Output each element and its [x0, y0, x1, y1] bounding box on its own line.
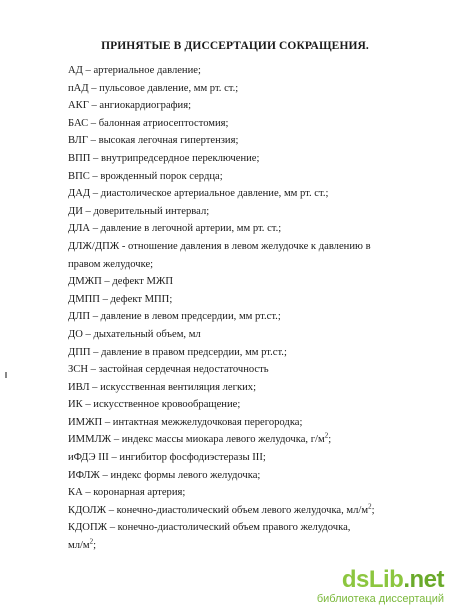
abbreviation-entry: [68, 185, 398, 203]
abbreviation-text: ВПС – врожденный порок сердца;: [68, 170, 223, 182]
abbreviation-text: ИМЖП – интактная межжелудочковая перегородка;: [68, 416, 303, 428]
abbreviation-list: [68, 62, 398, 555]
abbreviation-text: ИММЛЖ – индекс массы миокара левого желудочка, г/м: [68, 434, 325, 446]
abbreviation-text: ДИ – доверительный интервал;: [68, 205, 210, 217]
abbreviation-entry: [68, 344, 398, 362]
superscript: 2: [324, 431, 329, 440]
abbreviation-entry: [68, 132, 398, 150]
abbreviation-text: ДМЖП – дефект МЖП: [68, 276, 174, 288]
abbreviation-entry: [68, 537, 398, 555]
abbreviation-entry: [68, 467, 398, 485]
trailing-punctuation: ;: [93, 540, 97, 552]
abbreviation-text: ДАД – диастолическое артериальное давление, мм рт. ст.;: [68, 188, 329, 200]
abbreviation-entry: [68, 203, 398, 221]
abbreviation-entry: [68, 414, 398, 432]
abbreviation-entry: [68, 326, 398, 344]
abbreviation-entry: [68, 97, 398, 115]
abbreviation-text: ИФЛЖ – индекс формы левого желудочка;: [68, 469, 261, 481]
abbreviation-text: БАС – балонная атриосептостомия;: [68, 117, 229, 129]
abbreviation-text: АД – артериальное давление;: [68, 65, 201, 76]
abbreviation-entry: [68, 220, 398, 238]
abbreviation-text: АКГ – ангиокардиография;: [68, 100, 192, 112]
abbreviation-text: ДПП – давление в правом предсердии, мм рт.ст.;: [68, 346, 287, 358]
abbreviation-entry: [68, 80, 398, 98]
abbreviation-text: ВЛГ – высокая легочная гипертензия;: [68, 135, 239, 147]
abbreviation-entry: [68, 379, 398, 397]
page-title: ПРИНЯТЫЕ В ДИССЕРТАЦИИ СОКРАЩЕНИЯ.: [101, 40, 369, 52]
abbreviation-entry: [68, 519, 398, 537]
abbreviation-entry: [68, 396, 398, 414]
scan-speck: [5, 372, 7, 378]
watermark-subtitle: библиотека диссертаций: [316, 593, 444, 605]
abbreviation-text: ДЛА – давление в легочной артерии, мм рт. ст.;: [68, 223, 282, 235]
abbreviation-entry: [68, 431, 398, 449]
abbreviation-entry: [68, 62, 398, 80]
watermark-logo-net: .net: [403, 566, 444, 593]
abbreviation-entry: [68, 308, 398, 326]
abbreviation-text: ДО – дыхательный объем, мл: [68, 328, 201, 340]
abbreviation-text: мл/м: [68, 540, 90, 552]
abbreviation-entry: [68, 484, 398, 502]
abbreviation-text: ДЛП – давление в левом предсердии, мм рт.ст.;: [68, 311, 281, 323]
abbreviation-entry: [68, 168, 398, 186]
trailing-punctuation: ;: [328, 434, 332, 446]
abbreviation-entry: [68, 361, 398, 379]
abbreviation-text: иФДЭ III – ингибитор фосфодиэстеразы III;: [68, 452, 266, 464]
abbreviation-text: КА – коронарная артерия;: [68, 487, 186, 499]
abbreviation-entry: [68, 291, 398, 309]
trailing-punctuation: ;: [371, 504, 375, 516]
superscript: 2: [368, 502, 372, 511]
abbreviation-text: КДОЛЖ – конечно-диастолический объем левого желудочка, мл/м: [68, 504, 369, 516]
abbreviation-entry: [68, 502, 398, 520]
watermark-logo-ds: dsLib: [341, 566, 404, 593]
watermark: [317, 568, 444, 606]
watermark-logo: [317, 568, 444, 592]
abbreviation-text: ЗСН – застойная сердечная недостаточность: [68, 364, 269, 376]
abbreviation-text: пАД – пульсовое давление, мм рт. ст.;: [68, 82, 239, 94]
abbreviation-entry: [68, 273, 398, 291]
superscript: 2: [89, 537, 94, 546]
abbreviation-entry: [68, 449, 398, 467]
abbreviation-text: ИК – искусственное кровообращение;: [68, 399, 241, 411]
abbreviation-text: ДМПП – дефект МПП;: [68, 293, 173, 305]
abbreviation-text: ВПП – внутрипредсердное переключение;: [68, 152, 260, 164]
abbreviation-entry: [68, 238, 398, 273]
abbreviation-text: ИВЛ – искусственная вентиляция легких;: [68, 381, 257, 393]
abbreviation-text: ДЛЖ/ДПЖ - отношение давления в левом желудочке к давлению в правом желудочке;: [68, 240, 371, 270]
abbreviation-entry: [68, 115, 398, 133]
abbreviation-entry: [68, 150, 398, 168]
abbreviation-text: КДОПЖ – конечно-диастолический объем правого желудочка,: [68, 522, 351, 534]
